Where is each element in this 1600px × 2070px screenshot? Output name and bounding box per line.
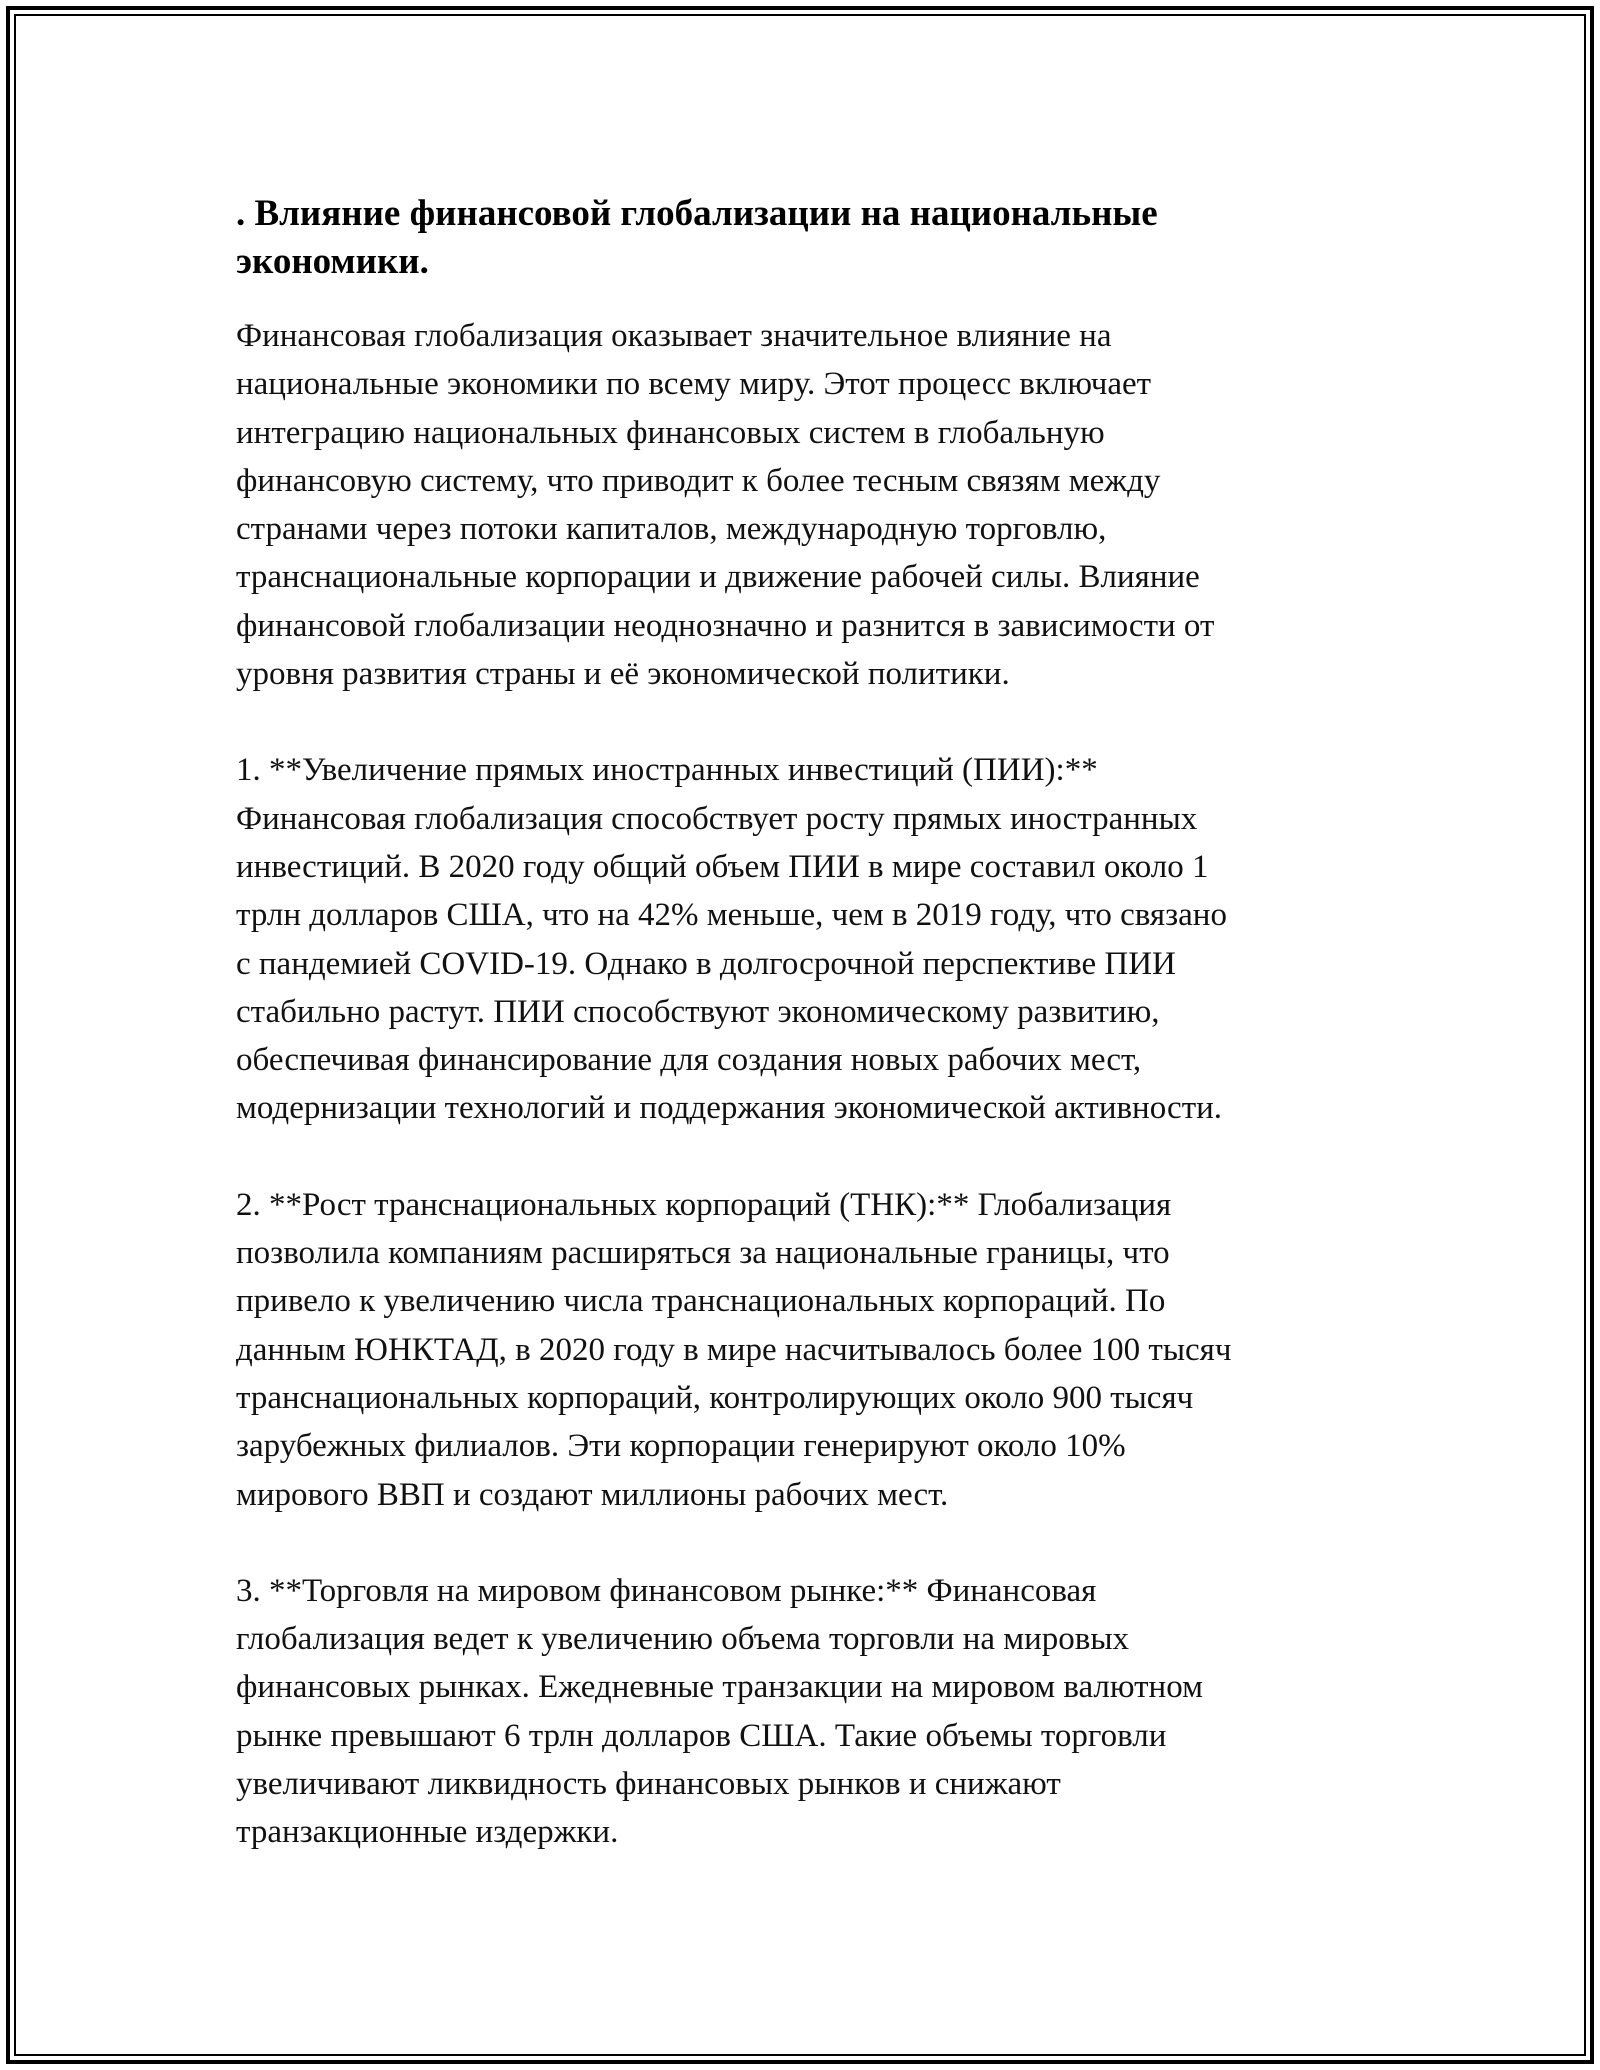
paragraph-intro: Финансовая глобализация оказывает значительное влияние на национальные экономики по всему миру. Этот процесс включает интеграцию национальных финансовых систем в глобальную финансовую систему, что приводит к более тесным связям между странами через потоки капиталов, международную торговлю, транснациональные корпорации и движение рабочей силы. Влияние финансовой глобализации неоднозначно и разнится в зависимости от уровня развития страны и её экономической политики.: [236, 318, 1215, 693]
document-body: [236, 190, 1366, 1905]
section-heading: . Влияние финансовой глобализации на национальные экономики.: [236, 193, 1158, 282]
paragraph-financial-markets: 3. **Торговля на мировом финансовом рынке:** Финансовая глобализация ведет к увеличению объема торговли на мировых финансовых рынках. Ежедневные транзакции на мировом валютном рынке превышают 6 трлн долларов США. Такие объемы торговли увеличивают ликвидность финансовых рынков и снижают транзакционные издержки.: [236, 1572, 1203, 1851]
paragraph-fdi: 1. **Увеличение прямых иностранных инвестиций (ПИИ):** Финансовая глобализация способствует росту прямых иностранных инвестиций. В 2020 году общий объем ПИИ в мире составил около 1 трлн долларов США, что на 42% меньше, чем в 2019 году, что связано с пандемией COVID-19. Однако в долгосрочной перспективе ПИИ стабильно растут. ПИИ способствуют экономическому развитию, обеспечивая финансирование для создания новых рабочих мест, модернизации технологий и поддержания экономической активности.: [236, 752, 1227, 1127]
paragraph-tnc: 2. **Рост транснациональных корпораций (ТНК):** Глобализация позволила компаниям расширяться за национальные границы, что привело к увеличению числа транснациональных корпораций. По данным ЮНКТАД, в 2020 году в мире насчитывалось более 100 тысяч транснациональных корпораций, контролирующих около 900 тысяч зарубежных филиалов. Эти корпорации генерируют около 10% мирового ВВП и создают миллионы рабочих мест.: [236, 1186, 1232, 1513]
